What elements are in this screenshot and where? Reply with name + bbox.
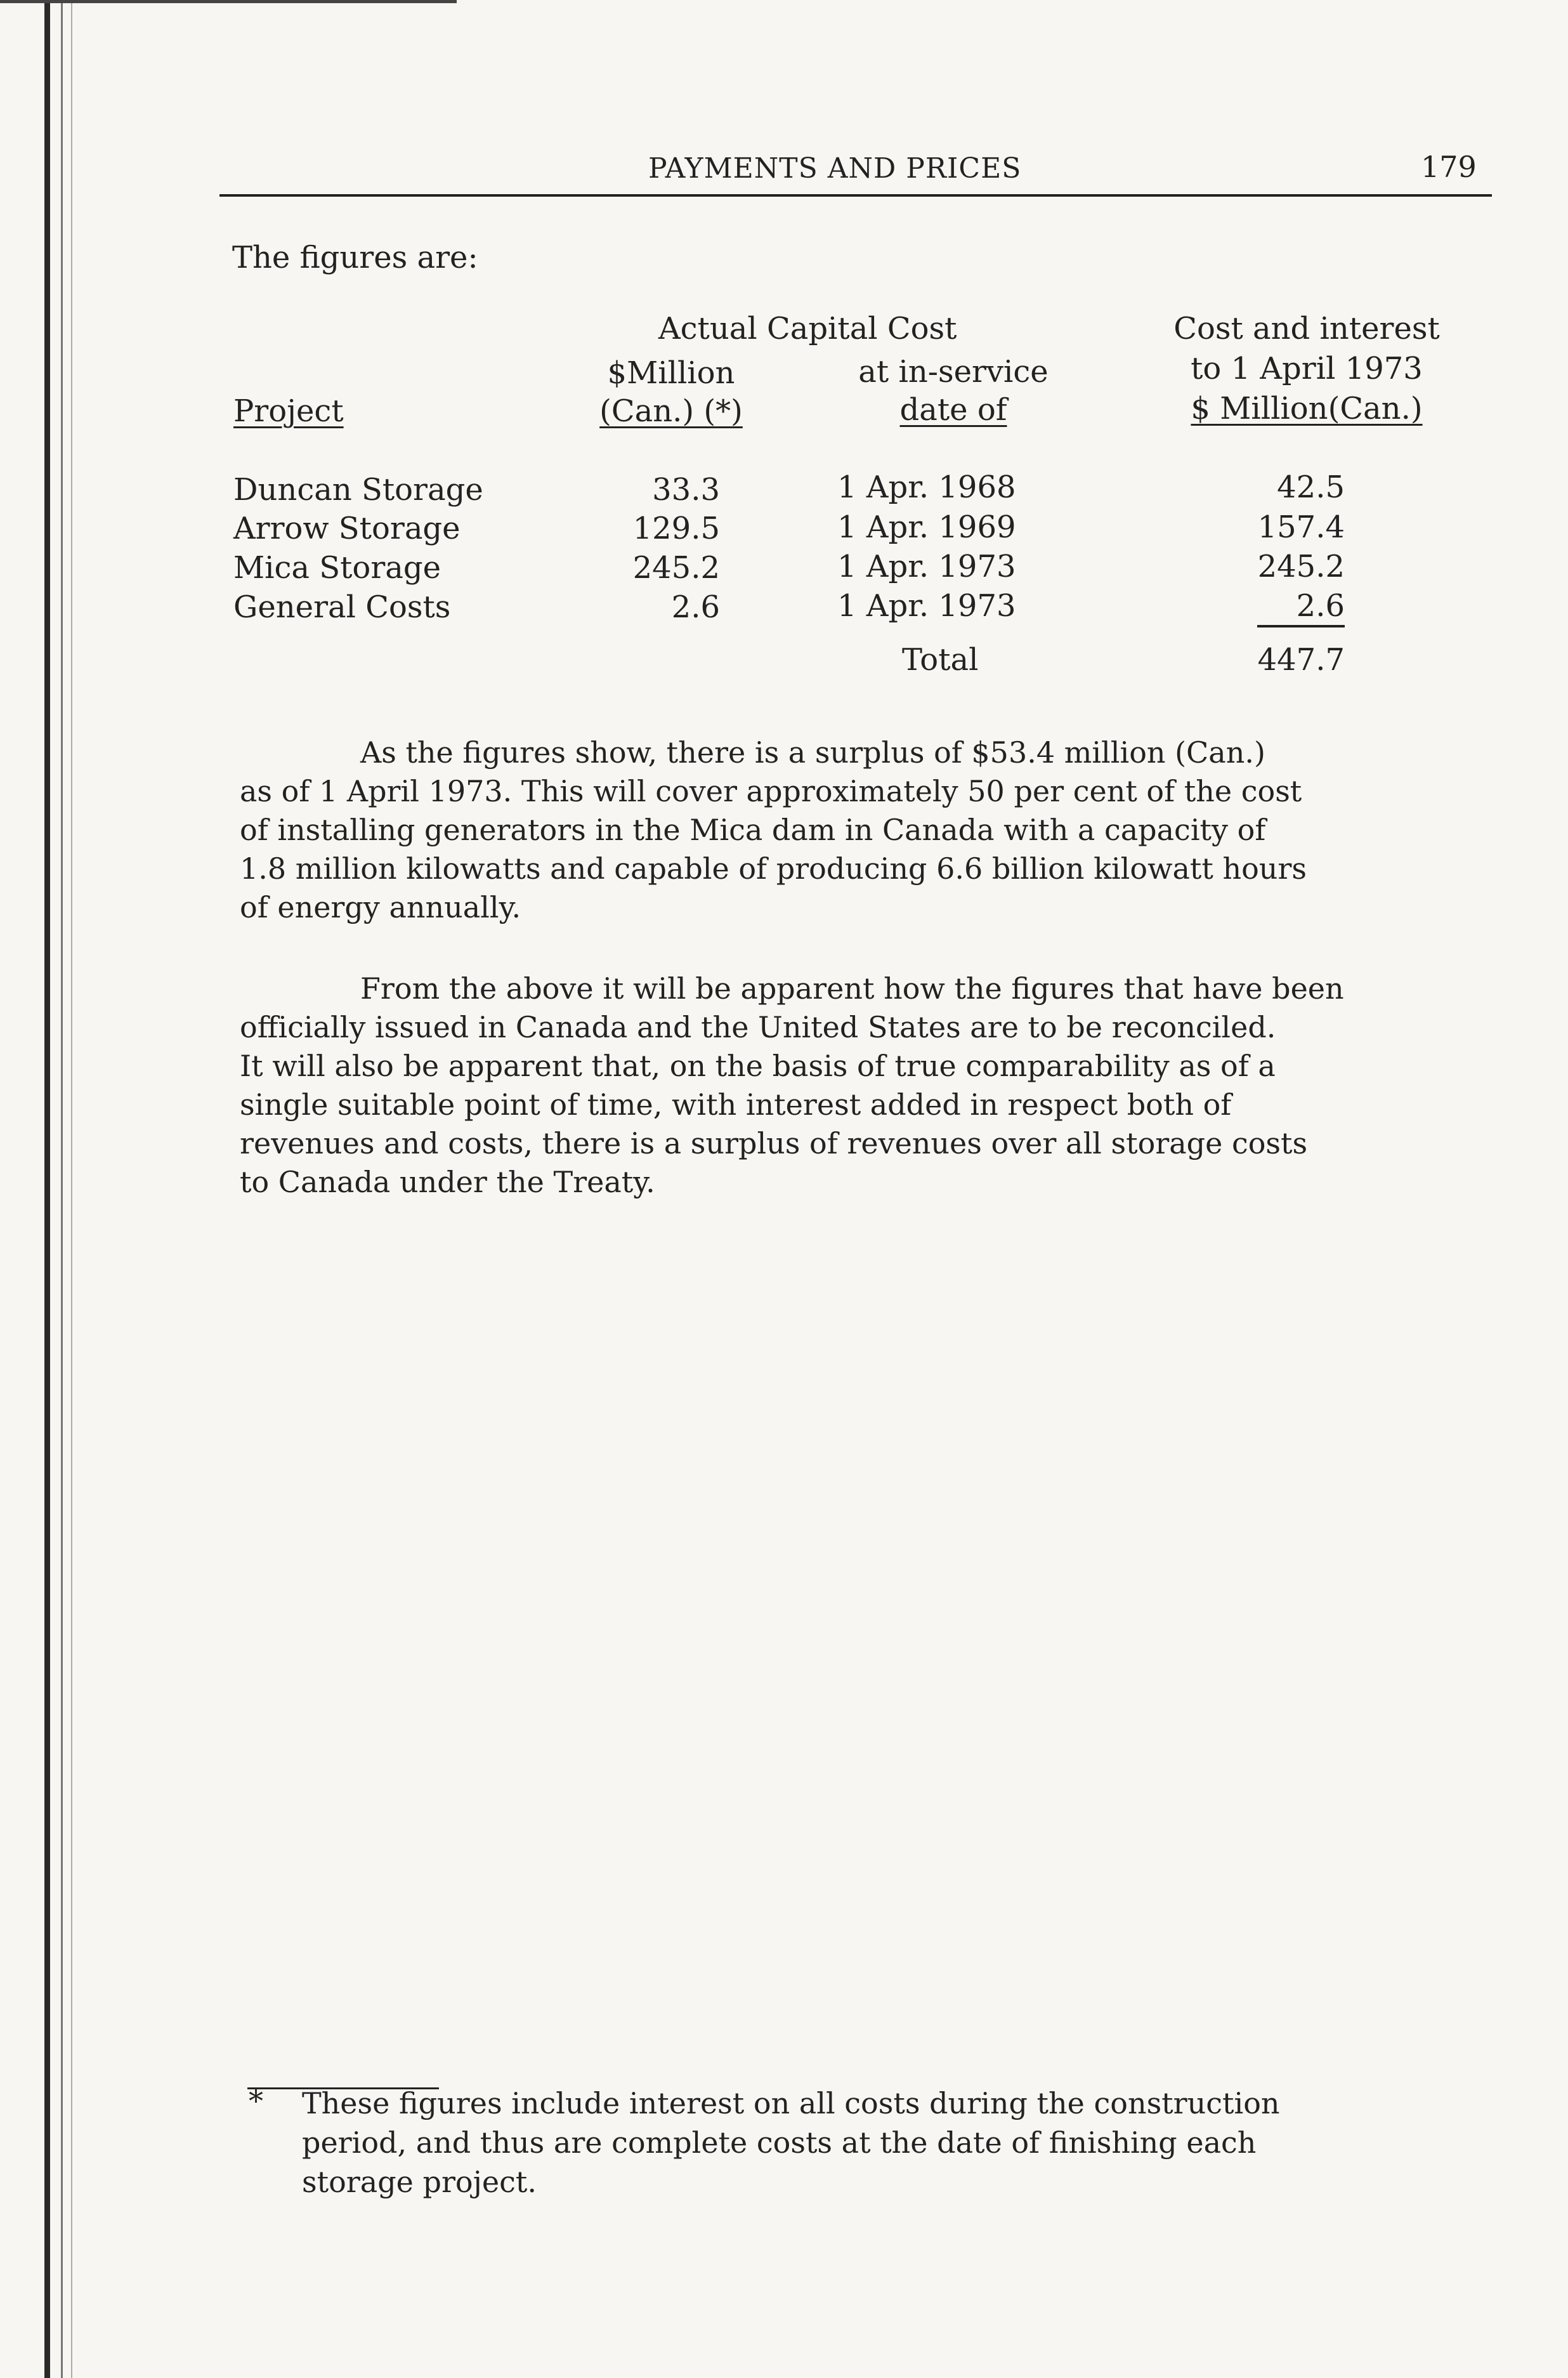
table-row-date: 1 Apr. 1969: [837, 509, 1016, 545]
table-row-interest: 2.6: [1257, 588, 1345, 627]
table-total-value: 447.7: [1257, 642, 1345, 678]
column-header-inservice-line2: date of: [899, 392, 1007, 428]
table-row-interest: 245.2: [1257, 549, 1345, 584]
footnote-marker: *: [249, 2084, 263, 2118]
header-rule: [219, 194, 1492, 197]
column-group-header: Actual Capital Cost: [658, 311, 957, 346]
text-line: revenues and costs, there is a surplus of revenues over all storage costs: [240, 1126, 1308, 1160]
text-line: storage project.: [302, 2165, 537, 2199]
table-row-cost: 245.2: [632, 550, 720, 586]
paragraph-surplus: [240, 733, 1502, 927]
running-header: PAYMENTS AND PRICES: [648, 152, 1022, 185]
column-header-interest-line2: to 1 April 1973: [1191, 351, 1423, 386]
column-header-interest-line1: Cost and interest: [1173, 311, 1440, 346]
table-row-date: 1 Apr. 1973: [837, 549, 1016, 584]
paragraph-reconciled: [240, 969, 1502, 1202]
text-line: From the above it will be apparent how the figures that have been: [360, 971, 1344, 1006]
table-row-cost: 2.6: [671, 589, 720, 625]
text-line: 1.8 million kilowatts and capable of producing 6.6 billion kilowatt hours: [240, 851, 1307, 886]
table-row-project: Duncan Storage: [233, 472, 483, 508]
table-row-project: Arrow Storage: [233, 511, 461, 546]
table-total-label: Total: [902, 642, 979, 678]
table-row-interest: 42.5: [1277, 470, 1345, 505]
column-header-inservice-line1: at in-service: [858, 354, 1049, 390]
table-row-date: 1 Apr. 1973: [837, 588, 1016, 624]
table-row-project: General Costs: [233, 589, 451, 625]
page-binding-edge: [0, 0, 95, 2378]
table-row-date: 1 Apr. 1968: [837, 470, 1016, 505]
text-line: as of 1 April 1973. This will cover approximately 50 per cent of the cost: [240, 774, 1302, 808]
table-row-project: Mica Storage: [233, 550, 441, 586]
text-line: It will also be apparent that, on the basis of true comparability as of a: [240, 1049, 1276, 1083]
table-row-cost: 129.5: [632, 511, 720, 546]
page-number: 179: [1421, 150, 1477, 184]
text-line: officially issued in Canada and the United States are to be reconciled.: [240, 1010, 1276, 1044]
column-header-million-line1: $Million: [607, 355, 735, 391]
text-line: period, and thus are complete costs at the date of finishing each: [302, 2125, 1257, 2160]
column-header-project: Project: [233, 393, 344, 429]
column-header-million-line2: (Can.) (*): [599, 393, 743, 429]
text-line: single suitable point of time, with interest added in respect both of: [240, 1087, 1232, 1122]
text-line: These figures include interest on all costs during the construction: [302, 2086, 1280, 2120]
footnote-text: [302, 2084, 1494, 2202]
text-line: of energy annually.: [240, 890, 521, 924]
text-line: to Canada under the Treaty.: [240, 1165, 655, 1199]
table-row-interest: 157.4: [1257, 509, 1345, 545]
intro-line: The figures are:: [232, 240, 478, 275]
text-line: As the figures show, there is a surplus of $53.4 million (Can.): [360, 735, 1265, 770]
column-header-interest-line3: $ Million(Can.): [1191, 391, 1423, 426]
text-line: of installing generators in the Mica dam in Canada with a capacity of: [240, 813, 1266, 847]
table-row-cost: 33.3: [652, 472, 720, 508]
